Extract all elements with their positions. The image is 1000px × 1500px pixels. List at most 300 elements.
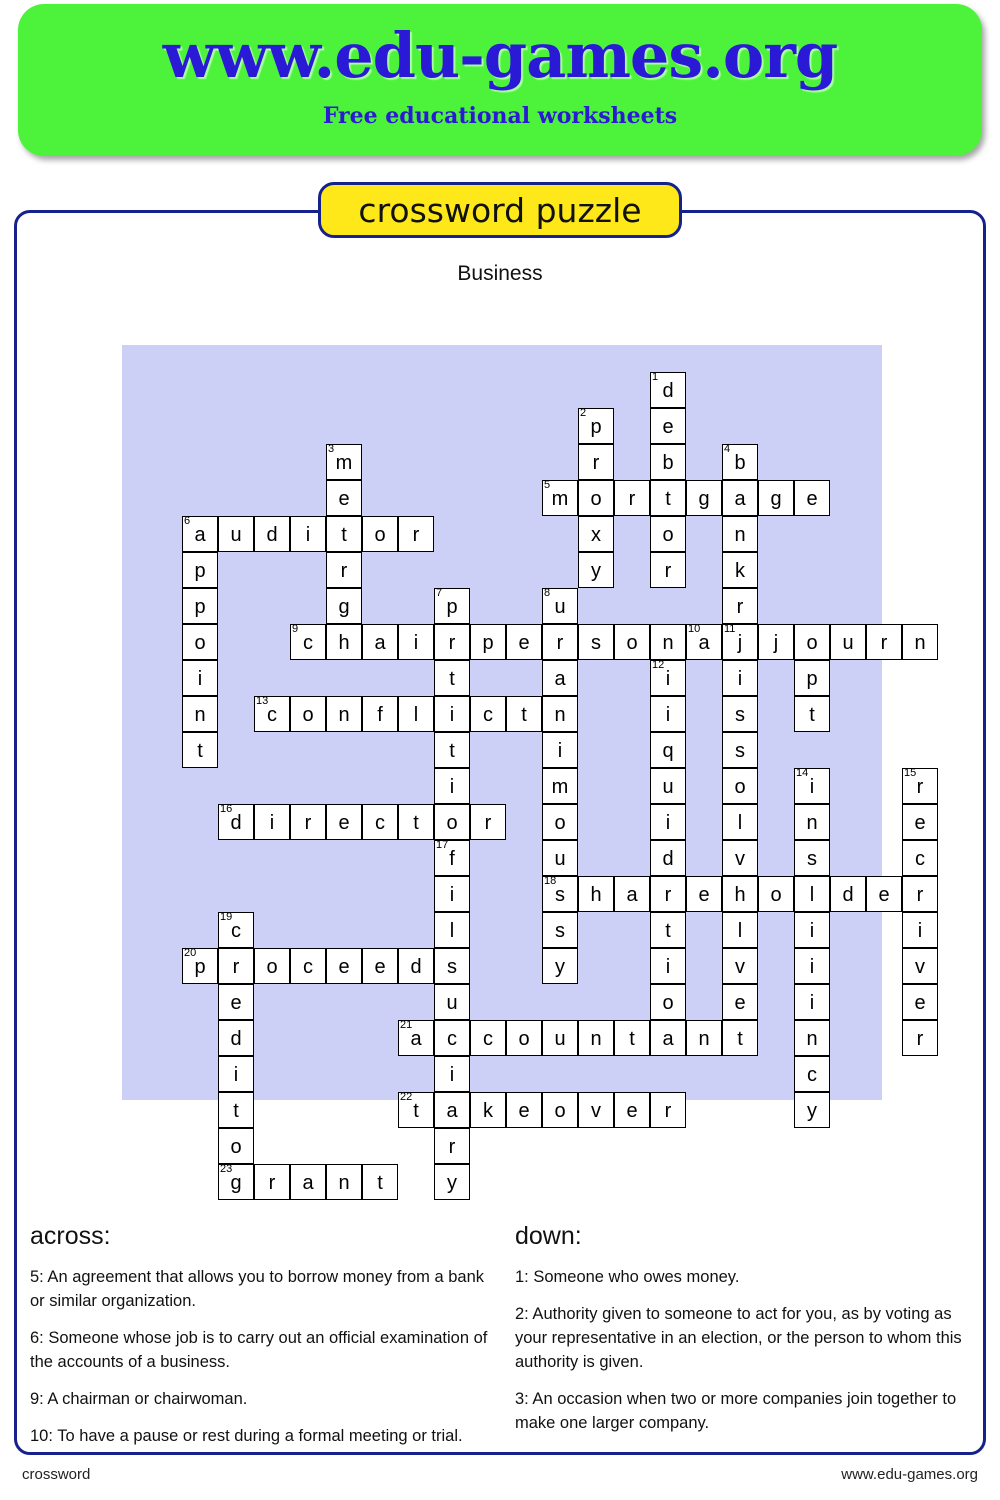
cell-letter: r xyxy=(556,632,564,654)
cell-letter: q xyxy=(662,740,674,762)
cell-letter: d xyxy=(842,884,854,906)
cell-letter: o xyxy=(734,776,746,798)
down-clue-1: 1: Someone who owes money. xyxy=(515,1268,740,1287)
crossword-cell[interactable] xyxy=(326,804,362,840)
crossword-cell[interactable] xyxy=(434,768,470,804)
crossword-cell[interactable] xyxy=(290,804,326,840)
cell-letter: n xyxy=(806,1028,818,1050)
crossword-cell[interactable] xyxy=(182,660,218,696)
cell-letter: y xyxy=(447,1172,457,1194)
crossword-cell[interactable] xyxy=(326,1164,362,1200)
crossword-cell[interactable] xyxy=(362,804,398,840)
crossword-cell[interactable] xyxy=(506,1020,542,1056)
crossword-cell[interactable] xyxy=(686,876,722,912)
cell-letter: u xyxy=(554,1028,566,1050)
cell-letter: o xyxy=(662,992,674,1014)
crossword-cell[interactable] xyxy=(218,948,254,984)
crossword-cell[interactable] xyxy=(218,1092,254,1128)
crossword-cell[interactable] xyxy=(542,660,578,696)
crossword-cell[interactable] xyxy=(326,444,362,480)
crossword-cell[interactable] xyxy=(542,840,578,876)
cell-letter: e xyxy=(914,812,926,834)
cell-letter: a xyxy=(446,1100,458,1122)
cell-letter: j xyxy=(773,632,779,654)
cell-letter: x xyxy=(591,524,601,546)
cell-letter: p xyxy=(194,560,206,582)
crossword-cell[interactable] xyxy=(650,372,686,408)
down-clues xyxy=(515,1218,970,1449)
cell-letter: g xyxy=(230,1172,242,1194)
cell-letter: i xyxy=(197,668,203,690)
cell-letter: r xyxy=(664,560,672,582)
cell-letter: g xyxy=(698,488,710,510)
crossword-cell[interactable] xyxy=(470,696,506,732)
crossword-cell[interactable] xyxy=(434,588,470,624)
crossword-cell[interactable] xyxy=(362,696,398,732)
cell-letter: e xyxy=(806,488,818,510)
crossword-cell[interactable] xyxy=(542,588,578,624)
crossword-cell[interactable] xyxy=(722,444,758,480)
cell-letter: s xyxy=(555,920,565,942)
across-clue-9: 9: A chairman or chairwoman. xyxy=(30,1389,248,1408)
crossword-cell[interactable] xyxy=(902,876,938,912)
cell-letter: t xyxy=(629,1028,635,1050)
crossword-cell[interactable] xyxy=(434,840,470,876)
cell-letter: a xyxy=(194,524,206,546)
crossword-cell[interactable] xyxy=(434,1020,470,1056)
cell-letter: s xyxy=(735,704,745,726)
crossword-cell[interactable] xyxy=(182,588,218,624)
cell-number: 23 xyxy=(220,1163,233,1175)
crossword-cell[interactable] xyxy=(218,804,254,840)
crossword-cell[interactable] xyxy=(254,1164,290,1200)
cell-letter: n xyxy=(734,524,746,546)
crossword-cell[interactable] xyxy=(650,840,686,876)
cell-number: 7 xyxy=(436,587,443,599)
cell-letter: c xyxy=(447,1028,457,1050)
crossword-cell[interactable] xyxy=(470,804,506,840)
crossword-cell[interactable] xyxy=(218,984,254,1020)
cell-number: 6 xyxy=(184,515,191,527)
crossword-cell[interactable] xyxy=(182,732,218,768)
crossword-cell[interactable] xyxy=(650,444,686,480)
cell-letter: s xyxy=(447,956,457,978)
crossword-cell[interactable] xyxy=(686,624,722,660)
crossword-cell[interactable] xyxy=(218,1128,254,1164)
footer-right-label: www.edu-games.org xyxy=(841,1466,978,1483)
cell-letter: r xyxy=(340,560,348,582)
crossword-cell[interactable] xyxy=(182,516,218,552)
crossword-cell[interactable] xyxy=(722,948,758,984)
crossword-cell[interactable] xyxy=(758,876,794,912)
crossword-cell[interactable] xyxy=(434,984,470,1020)
crossword-cell[interactable] xyxy=(794,660,830,696)
cell-letter: i xyxy=(449,776,455,798)
crossword-cell[interactable] xyxy=(326,588,362,624)
cell-letter: l xyxy=(809,884,815,906)
cell-number: 12 xyxy=(652,659,665,671)
cell-letter: r xyxy=(916,776,924,798)
cell-letter: c xyxy=(303,632,313,654)
crossword-cell[interactable] xyxy=(578,480,614,516)
cell-letter: a xyxy=(554,668,566,690)
cell-number: 22 xyxy=(400,1091,413,1103)
cell-letter: s xyxy=(591,632,601,654)
cell-letter: e xyxy=(374,956,386,978)
crossword-cell[interactable] xyxy=(542,1092,578,1128)
cell-letter: s xyxy=(555,884,565,906)
cell-letter: o xyxy=(590,488,602,510)
crossword-cell[interactable] xyxy=(866,876,902,912)
crossword-cell[interactable] xyxy=(326,624,362,660)
crossword-cell[interactable] xyxy=(362,948,398,984)
crossword-cell[interactable] xyxy=(290,1164,326,1200)
cell-letter: i xyxy=(449,1064,455,1086)
cell-letter: t xyxy=(197,740,203,762)
crossword-cell[interactable] xyxy=(650,516,686,552)
crossword-cell[interactable] xyxy=(290,696,326,732)
crossword-cell[interactable] xyxy=(290,948,326,984)
crossword-cell[interactable] xyxy=(722,1020,758,1056)
cell-letter: p xyxy=(590,416,602,438)
cell-number: 8 xyxy=(544,587,551,599)
crossword-cell[interactable] xyxy=(650,984,686,1020)
crossword-cell[interactable] xyxy=(398,516,434,552)
cell-letter: t xyxy=(665,488,671,510)
crossword-cell[interactable] xyxy=(398,1020,434,1056)
cell-letter: e xyxy=(518,632,530,654)
crossword-cell[interactable] xyxy=(506,1092,542,1128)
cell-letter: c xyxy=(807,1064,817,1086)
cell-letter: r xyxy=(592,452,600,474)
crossword-cell[interactable] xyxy=(758,624,794,660)
crossword-cell[interactable] xyxy=(398,804,434,840)
crossword-cell[interactable] xyxy=(182,624,218,660)
crossword-cell[interactable] xyxy=(578,1020,614,1056)
crossword-cell[interactable] xyxy=(506,624,542,660)
crossword-cell[interactable] xyxy=(326,480,362,516)
cell-letter: c xyxy=(303,956,313,978)
cell-letter: v xyxy=(591,1100,601,1122)
crossword-cell[interactable] xyxy=(218,1020,254,1056)
cell-letter: t xyxy=(233,1100,239,1122)
crossword-cell[interactable] xyxy=(650,768,686,804)
cell-letter: a xyxy=(626,884,638,906)
crossword-cell[interactable] xyxy=(326,516,362,552)
crossword-cell[interactable] xyxy=(578,624,614,660)
crossword-cell[interactable] xyxy=(434,732,470,768)
crossword-cell[interactable] xyxy=(398,1092,434,1128)
crossword-cell[interactable] xyxy=(542,804,578,840)
crossword-cell[interactable] xyxy=(902,948,938,984)
cell-letter: i xyxy=(809,776,815,798)
cell-letter: v xyxy=(735,956,745,978)
crossword-cell[interactable] xyxy=(866,624,902,660)
crossword-cell[interactable] xyxy=(650,1020,686,1056)
crossword-cell[interactable] xyxy=(542,876,578,912)
crossword-cell[interactable] xyxy=(290,516,326,552)
crossword-cell[interactable] xyxy=(722,516,758,552)
cell-letter: e xyxy=(230,992,242,1014)
cell-letter: r xyxy=(448,632,456,654)
cell-letter: r xyxy=(232,956,240,978)
cell-letter: g xyxy=(338,596,350,618)
cell-letter: u xyxy=(842,632,854,654)
crossword-cell[interactable] xyxy=(542,768,578,804)
crossword-cell[interactable] xyxy=(902,624,938,660)
crossword-cell[interactable] xyxy=(182,552,218,588)
crossword-cell[interactable] xyxy=(254,516,290,552)
cell-letter: o xyxy=(266,956,278,978)
crossword-cell[interactable] xyxy=(902,804,938,840)
crossword-cell[interactable] xyxy=(722,984,758,1020)
crossword-cell[interactable] xyxy=(470,624,506,660)
crossword-cell[interactable] xyxy=(578,444,614,480)
crossword-cell[interactable] xyxy=(794,804,830,840)
crossword-cell[interactable] xyxy=(650,1092,686,1128)
cell-letter: e xyxy=(338,956,350,978)
cell-letter: b xyxy=(662,452,674,474)
crossword-cell[interactable] xyxy=(722,768,758,804)
cell-letter: i xyxy=(305,524,311,546)
crossword-cell[interactable] xyxy=(578,408,614,444)
cell-letter: r xyxy=(880,632,888,654)
cell-number: 18 xyxy=(544,875,557,887)
crossword-cell[interactable] xyxy=(614,624,650,660)
crossword-cell[interactable] xyxy=(434,948,470,984)
cell-letter: l xyxy=(737,812,743,834)
crossword-cell[interactable] xyxy=(470,1092,506,1128)
cell-letter: o xyxy=(554,812,566,834)
crossword-cell[interactable] xyxy=(254,696,290,732)
cell-letter: p xyxy=(194,596,206,618)
crossword-cell[interactable] xyxy=(614,1092,650,1128)
crossword-cell[interactable] xyxy=(758,480,794,516)
cell-letter: r xyxy=(736,596,744,618)
crossword-cell[interactable] xyxy=(614,480,650,516)
crossword-cell[interactable] xyxy=(542,1020,578,1056)
crossword-cell[interactable] xyxy=(794,948,830,984)
cell-letter: y xyxy=(591,560,601,582)
crossword-cell[interactable] xyxy=(650,912,686,948)
cell-letter: e xyxy=(338,812,350,834)
cell-letter: o xyxy=(518,1028,530,1050)
crossword-cell[interactable] xyxy=(434,804,470,840)
crossword-cell[interactable] xyxy=(362,516,398,552)
cell-letter: f xyxy=(449,848,455,870)
crossword-cell[interactable] xyxy=(434,696,470,732)
cell-number: 11 xyxy=(724,623,736,635)
crossword-cell[interactable] xyxy=(506,696,542,732)
cell-letter: n xyxy=(914,632,926,654)
crossword-cell[interactable] xyxy=(218,912,254,948)
cell-number: 16 xyxy=(220,803,233,815)
down-clue-2: 2: Authority given to someone to act for you, as by voting as your representative in an election, or the person to whom this authority is given. xyxy=(515,1305,962,1372)
cell-letter: i xyxy=(665,956,671,978)
crossword-cell[interactable] xyxy=(722,876,758,912)
crossword-cell[interactable] xyxy=(362,1164,398,1200)
crossword-cell[interactable] xyxy=(326,552,362,588)
crossword-cell[interactable] xyxy=(830,624,866,660)
cell-letter: v xyxy=(915,956,925,978)
crossword-cell[interactable] xyxy=(722,696,758,732)
crossword-cell[interactable] xyxy=(794,624,830,660)
crossword-cell[interactable] xyxy=(902,768,938,804)
crossword-cell[interactable] xyxy=(614,876,650,912)
cell-letter: o xyxy=(194,632,206,654)
cell-letter: e xyxy=(914,992,926,1014)
crossword-cell[interactable] xyxy=(614,1020,650,1056)
cell-letter: h xyxy=(734,884,746,906)
cell-letter: a xyxy=(302,1172,314,1194)
crossword-cell[interactable] xyxy=(218,1164,254,1200)
cell-letter: r xyxy=(628,488,636,510)
crossword-cell[interactable] xyxy=(434,876,470,912)
cell-number: 1 xyxy=(652,371,659,383)
cell-letter: s xyxy=(735,740,745,762)
crossword-cell[interactable] xyxy=(722,732,758,768)
crossword-cell[interactable] xyxy=(434,660,470,696)
cell-letter: o xyxy=(302,704,314,726)
crossword-cell[interactable] xyxy=(722,840,758,876)
cell-letter: i xyxy=(809,956,815,978)
crossword-cell[interactable] xyxy=(650,876,686,912)
crossword-cell[interactable] xyxy=(434,912,470,948)
crossword-cell[interactable] xyxy=(470,1020,506,1056)
crossword-cell[interactable] xyxy=(650,732,686,768)
crossword-cell[interactable] xyxy=(182,696,218,732)
cell-letter: b xyxy=(734,452,746,474)
cell-letter: y xyxy=(555,956,565,978)
cell-letter: y xyxy=(807,1100,817,1122)
crossword-cell[interactable] xyxy=(794,840,830,876)
cell-letter: r xyxy=(304,812,312,834)
crossword-cell[interactable] xyxy=(650,804,686,840)
crossword-cell[interactable] xyxy=(398,624,434,660)
cell-letter: i xyxy=(665,704,671,726)
crossword-cell[interactable] xyxy=(794,1056,830,1092)
crossword-cell[interactable] xyxy=(542,912,578,948)
cell-letter: h xyxy=(338,632,350,654)
crossword-cell[interactable] xyxy=(542,624,578,660)
crossword-cell[interactable] xyxy=(434,1092,470,1128)
crossword-cell[interactable] xyxy=(722,660,758,696)
cell-number: 14 xyxy=(796,767,809,779)
crossword-cell[interactable] xyxy=(650,480,686,516)
crossword-cell[interactable] xyxy=(902,1020,938,1056)
cell-number: 9 xyxy=(292,623,299,635)
crossword-cell[interactable] xyxy=(650,552,686,588)
crossword-cell[interactable] xyxy=(794,696,830,732)
crossword-cell[interactable] xyxy=(398,948,434,984)
cell-letter: l xyxy=(737,920,743,942)
cell-letter: i xyxy=(269,812,275,834)
crossword-cell[interactable] xyxy=(722,624,758,660)
crossword-cell[interactable] xyxy=(722,804,758,840)
crossword-cell[interactable] xyxy=(722,912,758,948)
crossword-cell[interactable] xyxy=(722,588,758,624)
crossword-cell[interactable] xyxy=(326,948,362,984)
cell-letter: n xyxy=(662,632,674,654)
crossword-cell[interactable] xyxy=(434,1128,470,1164)
crossword-cell[interactable] xyxy=(362,624,398,660)
cell-number: 19 xyxy=(220,911,233,923)
cell-letter: o xyxy=(662,524,674,546)
cell-letter: i xyxy=(233,1064,239,1086)
crossword-cell[interactable] xyxy=(578,1092,614,1128)
crossword-cell[interactable] xyxy=(434,1164,470,1200)
cell-letter: r xyxy=(916,1028,924,1050)
cell-letter: n xyxy=(554,704,566,726)
crossword-cell[interactable] xyxy=(794,1020,830,1056)
across-clue-10: 10: To have a pause or rest during a formal meeting or trial. xyxy=(30,1426,463,1445)
crossword-cell[interactable] xyxy=(434,624,470,660)
crossword-cell[interactable] xyxy=(794,876,830,912)
crossword-cell[interactable] xyxy=(794,480,830,516)
cell-letter: i xyxy=(737,668,743,690)
crossword-cell[interactable] xyxy=(794,984,830,1020)
crossword-cell[interactable] xyxy=(902,840,938,876)
crossword-cell[interactable] xyxy=(182,948,218,984)
cell-letter: r xyxy=(664,884,672,906)
crossword-cell[interactable] xyxy=(794,1092,830,1128)
crossword-cell[interactable] xyxy=(902,984,938,1020)
crossword-cell[interactable] xyxy=(218,1056,254,1092)
crossword-cell[interactable] xyxy=(578,876,614,912)
cell-letter: k xyxy=(735,560,745,582)
crossword-cell[interactable] xyxy=(722,552,758,588)
crossword-cell[interactable] xyxy=(794,768,830,804)
crossword-cell[interactable] xyxy=(722,480,758,516)
cell-letter: c xyxy=(483,1028,493,1050)
cell-letter: e xyxy=(734,992,746,1014)
crossword-cell[interactable] xyxy=(254,948,290,984)
crossword-cell[interactable] xyxy=(650,624,686,660)
cell-letter: d xyxy=(662,848,674,870)
crossword-cell[interactable] xyxy=(542,732,578,768)
cell-letter: e xyxy=(626,1100,638,1122)
crossword-cell[interactable] xyxy=(326,696,362,732)
cell-letter: o xyxy=(374,524,386,546)
crossword-cell[interactable] xyxy=(902,912,938,948)
cell-letter: a xyxy=(698,632,710,654)
crossword-cell[interactable] xyxy=(650,408,686,444)
crossword-cell[interactable] xyxy=(578,516,614,552)
crossword-cell[interactable] xyxy=(542,696,578,732)
crossword-cell[interactable] xyxy=(542,948,578,984)
crossword-cell[interactable] xyxy=(830,876,866,912)
crossword-cell[interactable] xyxy=(650,948,686,984)
crossword-cell[interactable] xyxy=(290,624,326,660)
crossword-cell[interactable] xyxy=(542,480,578,516)
crossword-cell[interactable] xyxy=(794,912,830,948)
across-clue-5: 5: An agreement that allows you to borrow money from a bank or similar organization. xyxy=(30,1268,484,1311)
cell-letter: f xyxy=(377,704,383,726)
crossword-cell[interactable] xyxy=(650,696,686,732)
crossword-cell[interactable] xyxy=(686,1020,722,1056)
cell-letter: r xyxy=(268,1172,276,1194)
crossword-cell[interactable] xyxy=(398,696,434,732)
cell-letter: n xyxy=(590,1028,602,1050)
crossword-cell[interactable] xyxy=(218,516,254,552)
crossword-cell[interactable] xyxy=(254,804,290,840)
crossword-cell[interactable] xyxy=(578,552,614,588)
crossword-cell[interactable] xyxy=(650,660,686,696)
crossword-cell[interactable] xyxy=(686,480,722,516)
crossword-cell[interactable] xyxy=(434,1056,470,1092)
crossword-grid[interactable] xyxy=(122,345,926,1194)
cell-letter: c xyxy=(915,848,925,870)
